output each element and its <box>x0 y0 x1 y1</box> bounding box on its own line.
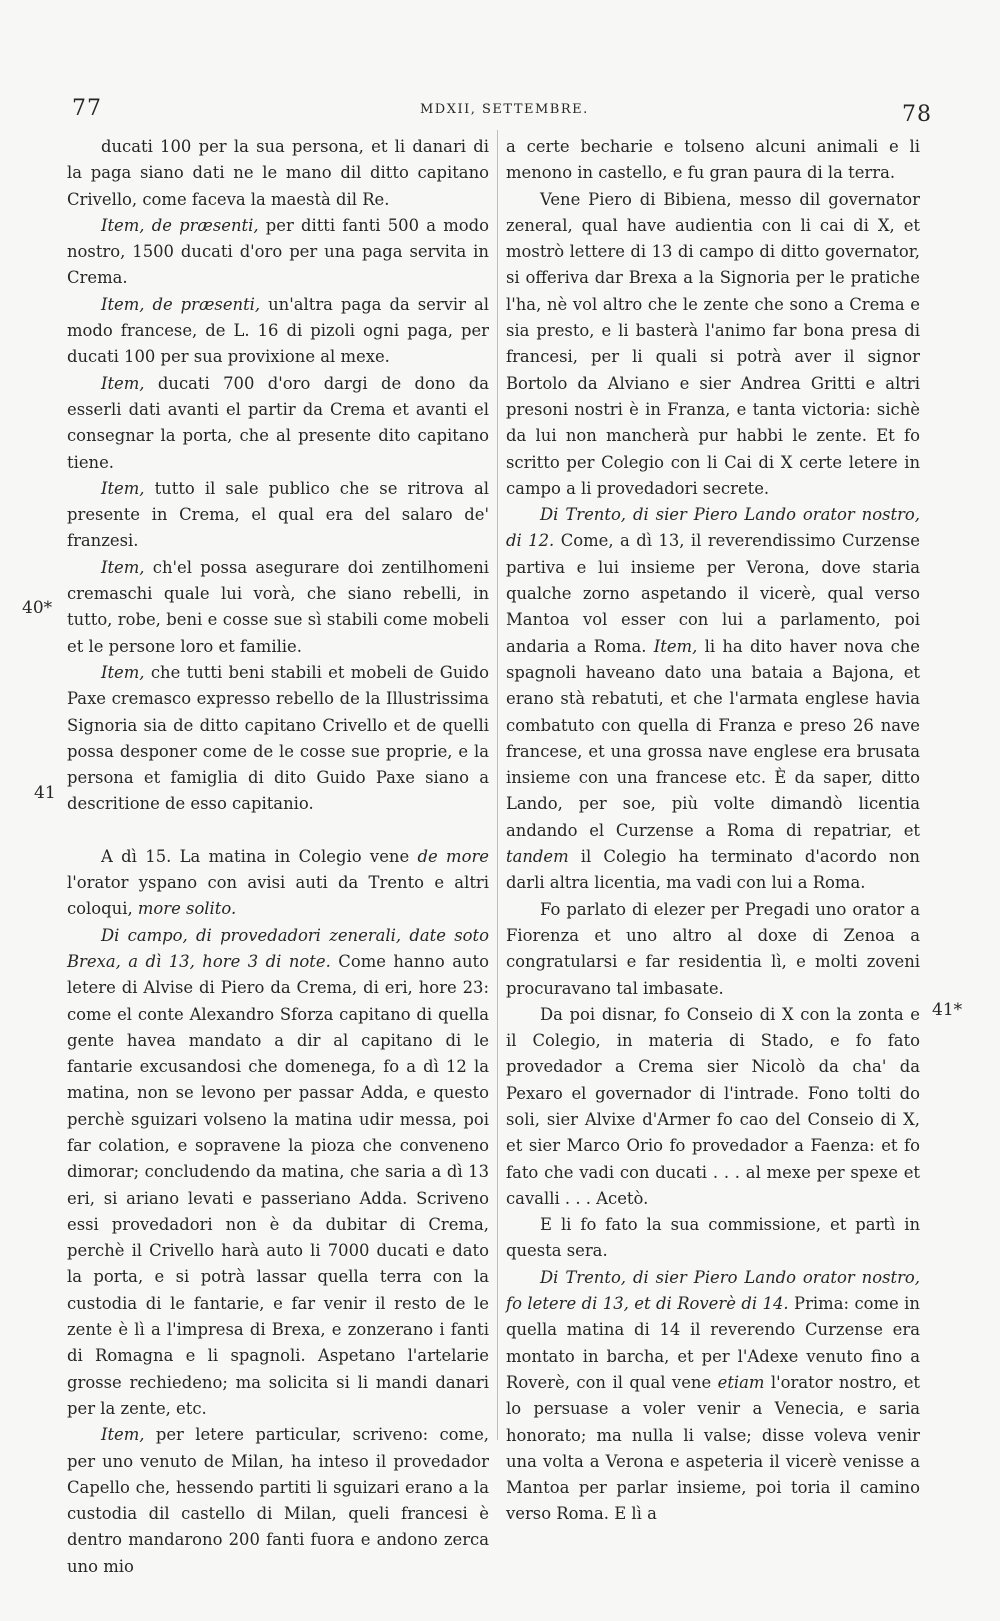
body-text: Come hanno auto letere di Alvise di Piero da Crema, di eri, hore 23: come el conte Alexandro Sforza capitano di quella gente havea mandato a dir al capitano di le fantarie excusandosi che domenega, fo a dì 12 la matina, non se levono per passar Adda, e questo perchè sguizari volseno la matina udir messa, poi far colation, e sopravene la pioza che conveneno dimorar; concludendo da matina, che saria a dì 13 eri, si ariano levati e passeriano Adda. Scriveno essi provedadori non è da dubitar di Crema, perchè il Crivello harà auto li 7000 ducati e dato la porta, e si potrà lassar quella terra con la custodia di le fantarie, e far venir il resto de le zente è lì a l'impresa di Brexa, e zonzerano i fanti di Romagna e li spagnoli. Aspetano l'artelarie grosse rechiedeno; ma solicita si li mandi danari per la zente, etc. <box>67 951 489 1418</box>
paragraph <box>67 213 489 292</box>
paragraph <box>506 134 920 187</box>
paragraph <box>506 1265 920 1528</box>
body-text: Fo parlato di elezer per Pregadi uno orator a Fiorenza et uno altro al doxe di Zenoa a congratularsi e far residentia lì, e molti zoveni procuravano tal imbasate. <box>506 899 920 998</box>
italic-text: Item, <box>653 636 698 656</box>
italic-text: Item, <box>101 662 145 682</box>
body-text: Da poi disnar, fo Conseio di X con la zonta e il Colegio, in materia di Stado, e fo fato provedador a Crema sier Nicolò da cha' da Pexaro el governador di l'intrade. Fono tolti do soli, sier Alvixe d'Armer fo cao del Conseio di X, et sier Marco Orio fo provedador a Faenza: et fo fato che vadi con ducati . . . al mexe per spexe et cavalli . . . Acetò. <box>506 1004 920 1208</box>
paragraph <box>506 897 920 1002</box>
body-text: il Colegio ha terminato d'acordo non darli altra licentia, ma vadi con lui a Roma. <box>506 847 920 893</box>
paragraph <box>67 371 489 476</box>
italic-text: tandem <box>506 847 569 867</box>
body-text: tutto il sale publico che se ritrova al presente in Crema, el qual era del salaro de' franzesi. <box>67 478 489 551</box>
italic-text: de more <box>417 846 489 866</box>
running-title: MDXII, SETTEMBRE. <box>420 102 589 117</box>
paragraph <box>67 1422 489 1580</box>
paragraph <box>67 292 489 371</box>
margin-note-40: 40* <box>22 598 53 618</box>
body-text: A dì 15. La matina in Colegio vene <box>101 846 418 866</box>
italic-text: Item, <box>101 557 145 577</box>
paragraph <box>506 502 920 896</box>
body-text: a certe becharie e tolseno alcuni animali e li menono in castello, e fu gran paura di la terra. <box>506 137 920 183</box>
body-text: ducati 700 d'oro dargi de dono da esserli dati avanti el partir da Crema et avanti el consegnar la porta, che al presente dito capitano tiene. <box>67 373 489 472</box>
paragraph <box>67 476 489 555</box>
body-text: ducati 100 per la sua persona, et li danari di la paga siano dati ne le mano dil ditto capitano Crivello, come faceva la maestà dil Re. <box>67 137 489 209</box>
body-text: l'orator nostro, et lo persuase a voler venir a Venecia, e saria honorato; ma nulla li valse; disse voleva venir una volta a Verona e aspeteria il vicerè venisse a Mantoa per parlar insieme, poi toria il camino verso Roma. E lì a <box>506 1372 921 1524</box>
paragraph <box>67 844 489 923</box>
paragraph <box>67 134 489 213</box>
italic-text: Di Trento, di sier Piero Lando orator nostro, fo letere di 13, et di Roverè di 14. <box>506 1267 920 1314</box>
body-text: un'altra paga da servir al modo francese, de L. 16 di pizoli ogni paga, per ducati 100 per sua provixione al mexe. <box>67 294 489 367</box>
italic-text: Di Trento, di sier Piero Lando orator nostro, di 12. <box>506 505 920 551</box>
italic-text: Item, <box>101 478 145 498</box>
body-text: li ha dito haver nova che spagnoli haveano dato una bataia a Bajona, et erano stà rebatuti, et che l'armata englese havia combatuto con quella di Franza e preso 26 nave francese, et una grossa nave englese era brusata insieme con una francese etc. È da saper, ditto Lando, per soe, più volte dimandò licentia andando el Curzense a Roma di repatriar, et <box>506 636 921 840</box>
body-text: che tutti beni stabili et mobeli de Guido Paxe cremasco expresso rebello de la Illustrissima Signoria sia de ditto capitano Crivello et de quelli possa desponer come de le cosse sue proprie, e la persona et famiglia di dito Guido Paxe siano a descritione de esso capitanio. <box>67 662 489 814</box>
margin-note-41-left: 41 <box>34 783 56 803</box>
italic-text: Item, <box>101 373 145 393</box>
paragraph <box>506 1002 920 1212</box>
body-text: Come, a dì 13, il reverendissimo Curzense partiva e lui insieme per Verona, dove staria qualche zorno aspetando il vicerè, qual verso Mantoa vol esser con lui a parlamento, poi andaria a Roma. <box>506 531 920 656</box>
page-number-right: 78 <box>902 102 932 127</box>
column-divider <box>497 130 498 1440</box>
italic-text: Di campo, di provedadori zenerali, date soto Brexa, a dì 13, hore 3 di note. <box>67 925 489 971</box>
body-text: Vene Piero di Bibiena, messo dil governator zeneral, qual have audientia con li cai di X, et mostrò lettere di 13 di campo di ditto governator, si offeriva dar Brexa a la Signoria per le pratiche l'ha, nè vol altro che le zente che sono a Crema e sia presto, e li basterà l'animo far bona presa di francesi, per li quali si potrà aver il signor Bortolo da Alviano e sier Andrea Gritti e altri presoni nostri è in Franza, e tanta victoria: sichè da lui non mancherà pur habbi le zente. Et fo scritto per Colegio con li Cai di X certe letere in campo a li provedadori secrete. <box>506 189 920 498</box>
running-header <box>0 88 1000 128</box>
paragraph <box>67 555 489 660</box>
right-column <box>506 134 920 1528</box>
body-text: ch'el possa asegurare doi zentilhomeni cremaschi quale lui vorà, che siano rebelli, in tutto, robe, beni e cosse sue sì stabili come mobeli et le persone loro et familie. <box>67 557 489 656</box>
margin-note-41-right: 41* <box>932 1000 963 1020</box>
italic-text: etiam <box>717 1372 765 1392</box>
body-text: E li fo fato la sua commissione, et partì in questa sera. <box>506 1215 920 1261</box>
left-column <box>67 134 489 1580</box>
italic-text: Item, de præsenti, <box>101 215 259 235</box>
body-text: Prima: come in quella matina di 14 il reverendo Curzense era montato in barcha, et per l'Adexe venuto fino a Roverè, con il qual vene <box>506 1294 920 1392</box>
paragraph <box>67 923 489 1423</box>
paragraph <box>506 187 920 503</box>
italic-text: more solito. <box>137 899 237 919</box>
body-text: l'orator yspano con avisi auti da Trento e altri coloqui, <box>67 873 489 919</box>
italic-text: Item, <box>101 1425 145 1445</box>
body-text: per ditti fanti 500 a modo nostro, 1500 ducati d'oro per una paga servita in Crema. <box>67 215 489 288</box>
paragraph <box>67 660 489 818</box>
page-number-left: 77 <box>72 96 102 121</box>
body-text: per letere particular, scriveno: come, per uno venuto de Milan, ha inteso il provedador Capello che, hessendo partiti li sguizari erano a la custodia dil castello di Milan, queli francesi è dentro mandarono 200 fanti fuora e andono zerca uno mio <box>67 1425 489 1576</box>
paragraph <box>506 1212 920 1265</box>
italic-text: Item, de præsenti, <box>101 294 261 314</box>
